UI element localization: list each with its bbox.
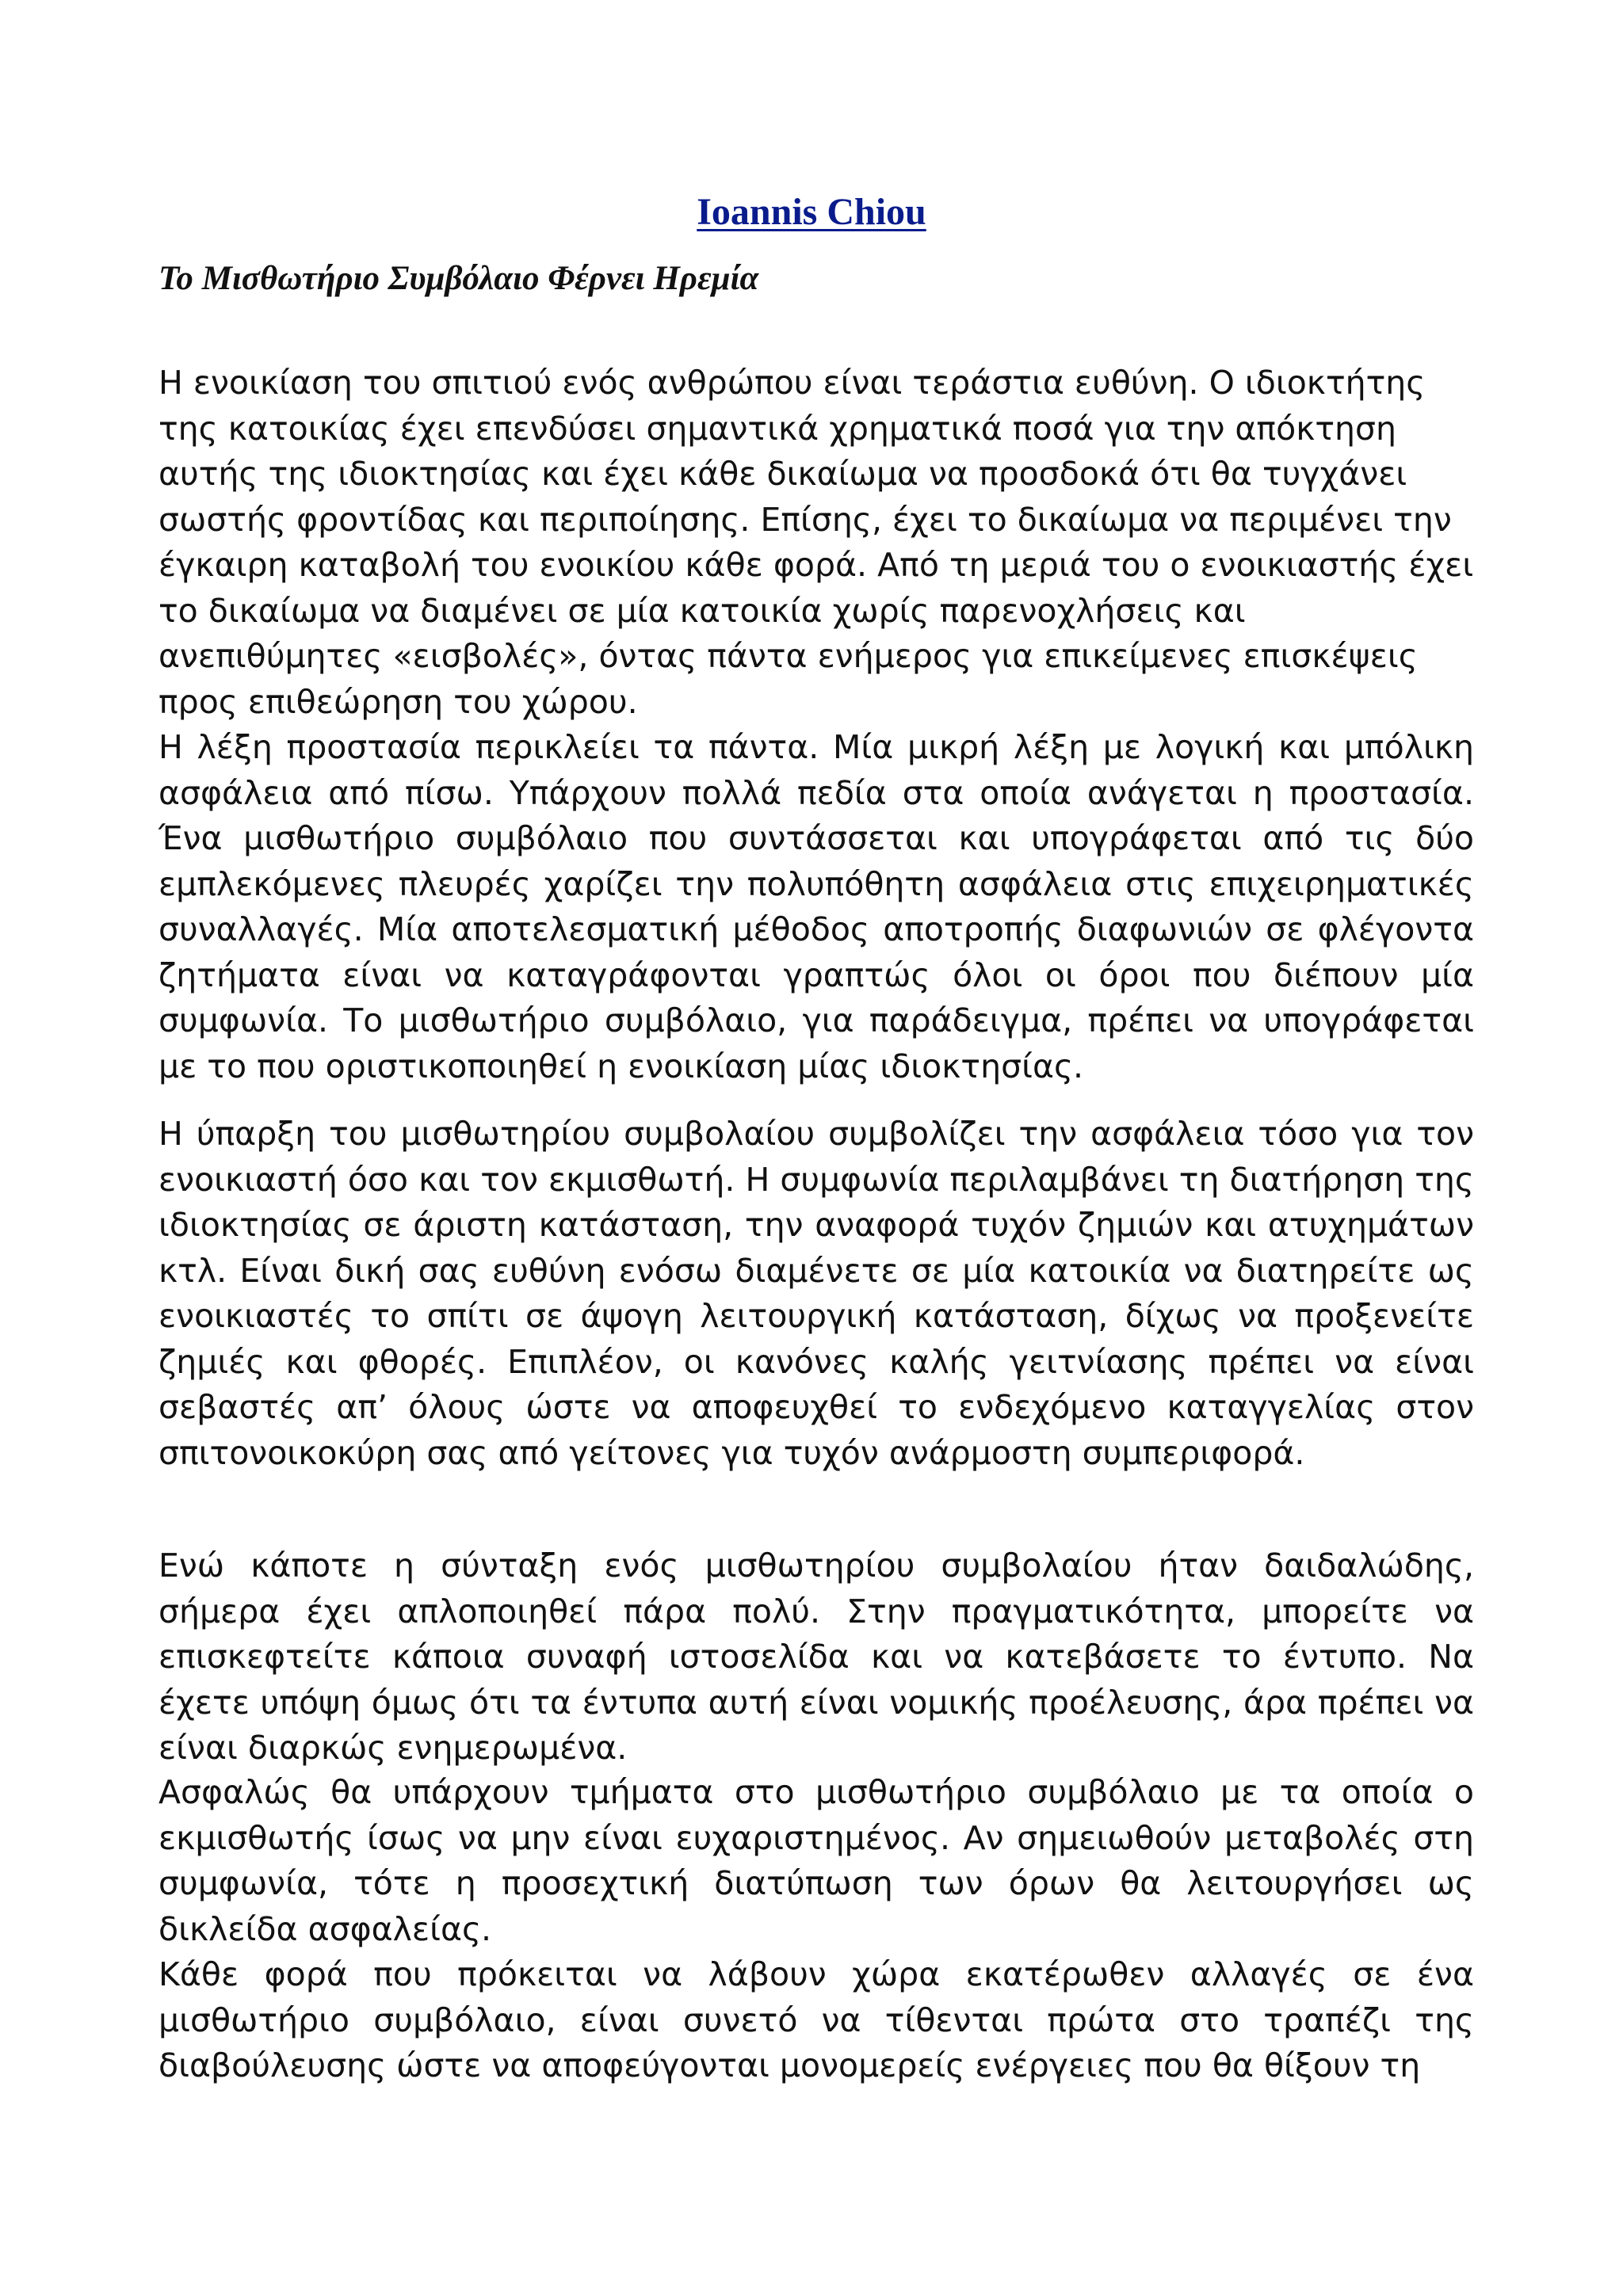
paragraph-5: Ασφαλώς θα υπάρχουν τμήματα στο μισθωτήριο συμβόλαιο με τα οποία ο εκμισθωτής ίσως να μην είναι ευχαριστημένος. Αν σημειωθούν μεταβολές στη συμφωνία, τότε η προσεχτική διατύπωση των όρων θα λειτουργήσει ως δικλείδα ασφαλείας. [158,1773,1474,1948]
document-title: Το Μισθωτήριο Συμβόλαιο Φέρνει Ηρεμία [158,260,759,297]
paragraph-3: Η ύπαρξη του μισθωτηρίου συμβολαίου συμβολίζει την ασφάλεια τόσο για τον ενοικιαστή όσο και τον εκμισθωτή. Η συμφωνία περιλαμβάνει τη διατήρηση της ιδιοκτησίας σε άριστη κατάσταση, την αναφορά τυχόν ζημιών και ατυχημάτων κτλ. Είναι δική σας ευθύνη ενόσω διαμένετε σε μία κατοικία να διατηρείτε ως ενοικιαστές το σπίτι σε άψογη λειτουργική κατάσταση, δίχως να προξενείτε ζημιές και φθορές. Επιπλέον, οι κανόνες καλής γειτνίασης πρέπει να είναι σεβαστές απ’ όλους ώστε να αποφευχθεί το ενδεχόμενο καταγγελίας στον σπιτονοικοκύρη σας από γείτονες για τυχόν ανάρμοστη συμπεριφορά. [158,1115,1474,1472]
author-heading [0,187,1623,238]
author-link[interactable]: Ioannis Chiou [697,191,926,233]
paragraph-1: Η ενοικίαση του σπιτιού ενός ανθρώπου είναι τεράστια ευθύνη. Ο ιδιοκτήτης της κατοικίας έχει επενδύσει σημαντικά χρηματικά ποσά για την απόκτηση αυτής της ιδιοκτησίας και έχει κάθε δικαίωμα να προσδοκά ότι θα τυγχάνει σωστής φροντίδας και περιποίησης. Επίσης, έχει το δικαίωμα να περιμένει την έγκαιρη καταβολή του ενοικίου κάθε φορά. Από τη μεριά του ο ενοικιαστής έχει το δικαίωμα να διαμένει σε μία κατοικία χωρίς παρενοχλήσεις και ανεπιθύμητες «εισβολές», όντας πάντα ενήμερος για επικείμενες επισκέψεις προς επιθεώρηση του χώρου. [158,364,1474,721]
paragraph-6: Κάθε φορά που πρόκειται να λάβουν χώρα εκατέρωθεν αλλαγές σε ένα μισθωτήριο συμβόλαιο, είναι συνετό να τίθενται πρώτα στο τραπέζι της διαβούλευσης ώστε να αποφεύγονται μονομερείς ενέργειες που θα θίξουν τη [158,1955,1474,2084]
paragraph-4: Ενώ κάποτε η σύνταξη ενός μισθωτηρίου συμβολαίου ήταν δαιδαλώδης, σήμερα έχει απλοποιηθεί πάρα πολύ. Στην πραγματικότητα, μπορείτε να επισκεφτείτε κάποια συναφή ιστοσελίδα και να κατεβάσετε το έντυπο. Να έχετε υπόψη όμως ότι τα έντυπα αυτή είναι νομικής προέλευσης, άρα πρέπει να είναι διαρκώς ενημερωμένα. [158,1547,1474,1767]
paragraph-2: Η λέξη προστασία περικλείει τα πάντα. Μία μικρή λέξη με λογική και μπόλικη ασφάλεια από πίσω. Υπάρχουν πολλά πεδία στα οποία ανάγεται η προστασία. Ένα μισθωτήριο συμβόλαιο που συντάσσεται και υπογράφεται από τις δύο εμπλεκόμενες πλευρές χαρίζει την πολυπόθητη ασφάλεια στις επιχειρηματικές συναλλαγές. Μία αποτελεσματική μέθοδος αποτροπής διαφωνιών σε φλέγοντα ζητήματα είναι να καταγράφονται γραπτώς όλοι οι όροι που διέπουν μία συμφωνία. Το μισθωτήριο συμβόλαιο, για παράδειγμα, πρέπει να υπογράφεται με το που οριστικοποιηθεί η ενοικίαση μίας ιδιοκτησίας. [158,728,1474,1085]
